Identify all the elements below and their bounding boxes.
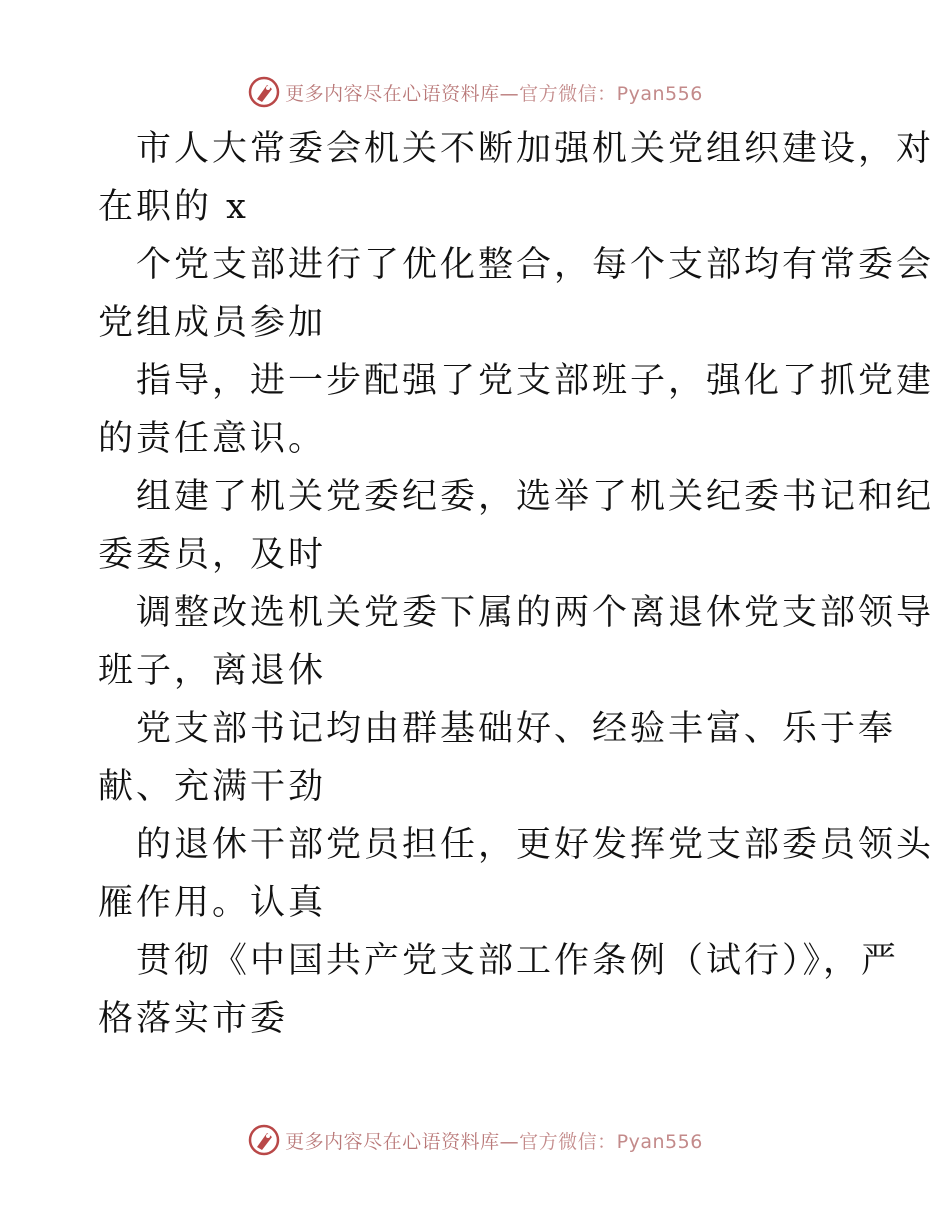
paragraph-line: 雁作用。认真 bbox=[98, 883, 327, 923]
paragraph-line: 格落实市委 bbox=[98, 999, 289, 1039]
wechat-id: 官方微信：Pyan556 bbox=[519, 1130, 703, 1153]
paragraph-line: 贯彻《中国共产党支部工作条例（试行）》，严 bbox=[136, 941, 900, 981]
paragraph-line: 市人大常委会机关不断加强机关党组织建设，对 bbox=[136, 129, 935, 169]
document-body bbox=[98, 120, 935, 1048]
paragraph-line: 的责任意识。 bbox=[98, 419, 327, 459]
paragraph-line: 在职的 x bbox=[98, 187, 249, 227]
wechat-id: 官方微信：Pyan556 bbox=[519, 82, 703, 105]
pen-nib-logo-icon bbox=[247, 75, 281, 109]
pen-nib-logo-icon bbox=[247, 1123, 281, 1157]
banner-text: 更多内容尽在心语资料库—官方微信：Pyan556 bbox=[285, 82, 703, 105]
paragraph-line: 组建了机关党委纪委，选举了机关纪委书记和纪 bbox=[136, 477, 935, 517]
header-banner bbox=[0, 72, 950, 112]
paragraph-line: 献、充满干劲 bbox=[98, 767, 327, 807]
paragraph-line: 班子，离退休 bbox=[98, 651, 327, 691]
footer-banner bbox=[0, 1120, 950, 1160]
paragraph-line: 党组成员参加 bbox=[98, 303, 327, 343]
paragraph-line: 个党支部进行了优化整合，每个支部均有常委会 bbox=[136, 245, 935, 285]
paragraph-line: 委委员，及时 bbox=[98, 535, 327, 575]
paragraph-line: 调整改选机关党委下属的两个离退休党支部领导 bbox=[136, 593, 935, 633]
paragraph-line: 的退休干部党员担任，更好发挥党支部委员领头 bbox=[136, 825, 935, 865]
paragraph-line: 指导，进一步配强了党支部班子，强化了抓党建 bbox=[136, 361, 935, 401]
banner-text: 更多内容尽在心语资料库—官方微信：Pyan556 bbox=[285, 1130, 703, 1153]
paragraph-line: 党支部书记均由群基础好、经验丰富、乐于奉 bbox=[136, 709, 897, 749]
